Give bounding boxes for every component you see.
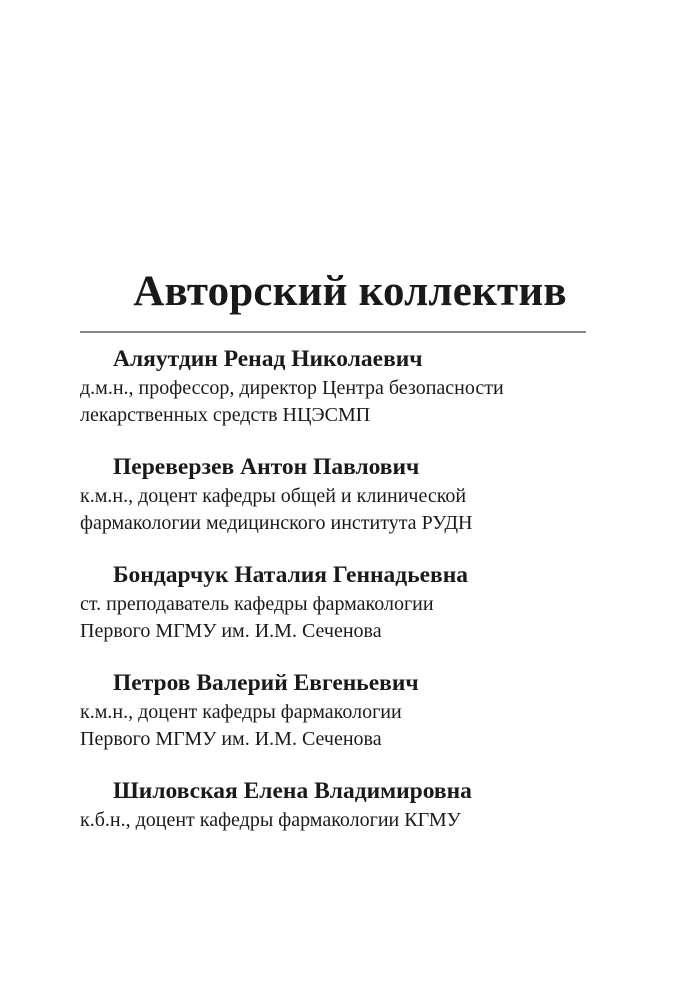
- author-entry: [80, 775, 600, 834]
- author-description-line: ст. преподаватель кафедры фармакологии: [80, 593, 434, 615]
- title-divider: [80, 331, 586, 333]
- author-entry: [80, 667, 600, 753]
- author-name: Аляутдин Ренад Николаевич: [113, 346, 423, 372]
- author-name: Петров Валерий Евгеньевич: [113, 670, 419, 696]
- author-description-line: к.м.н., доцент кафедры общей и клинической: [80, 485, 467, 507]
- author-description-line: Первого МГМУ им. И.М. Сеченова: [80, 728, 382, 750]
- author-name: Бондарчук Наталия Геннадьевна: [113, 562, 469, 588]
- author-entry: [80, 343, 600, 429]
- author-name: Шиловская Елена Владимировна: [113, 778, 472, 804]
- author-name: Переверзев Антон Павлович: [113, 454, 420, 480]
- author-description-line: к.м.н., доцент кафедры фармакологии: [80, 701, 402, 723]
- author-description-line: к.б.н., доцент кафедры фармакологии КГМУ: [80, 809, 461, 831]
- author-description-line: фармакологии медицинского института РУДН: [80, 512, 473, 534]
- author-description-line: лекарственных средств НЦЭСМП: [80, 404, 371, 426]
- author-list: [80, 343, 600, 856]
- author-entry: [80, 559, 600, 645]
- author-description-line: Первого МГМУ им. И.М. Сеченова: [80, 620, 382, 642]
- page-title: Авторский коллектив: [133, 268, 567, 315]
- author-entry: [80, 451, 600, 537]
- author-description-line: д.м.н., профессор, директор Центра безопасности: [80, 377, 504, 399]
